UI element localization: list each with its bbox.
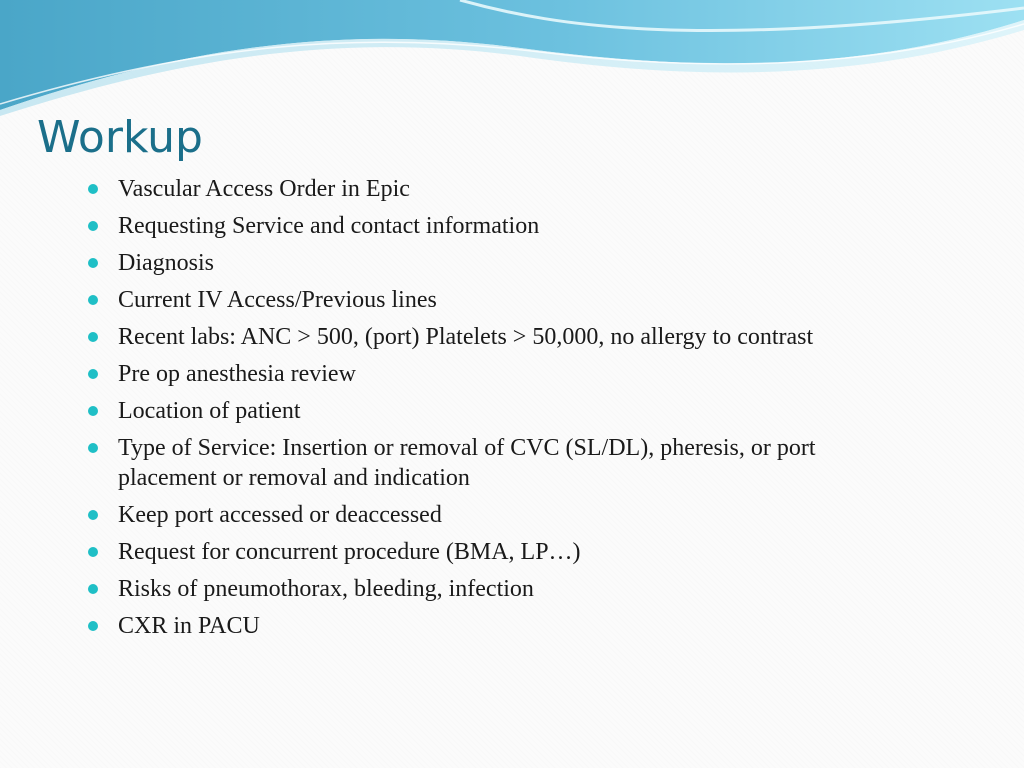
bullet-text: CXR in PACU bbox=[118, 613, 260, 639]
bullet-icon bbox=[88, 584, 98, 594]
slide-title: Workup bbox=[37, 112, 203, 163]
bullet-text: Requesting Service and contact information bbox=[118, 213, 540, 239]
bullet-icon bbox=[88, 221, 98, 231]
list-item bbox=[86, 396, 916, 426]
bullet-icon bbox=[88, 547, 98, 557]
list-item bbox=[86, 211, 916, 241]
bullet-text: Location of patient bbox=[118, 398, 301, 424]
list-item bbox=[86, 248, 916, 278]
list-item bbox=[86, 611, 916, 641]
bullet-text: Type of Service: Insertion or removal of CVC (SL/DL), pheresis, or port placement or removal and indication bbox=[118, 435, 816, 491]
bullet-text: Risks of pneumothorax, bleeding, infection bbox=[118, 576, 534, 602]
list-item bbox=[86, 359, 916, 389]
list-item bbox=[86, 322, 916, 352]
bullet-text: Request for concurrent procedure (BMA, LP…) bbox=[118, 539, 581, 565]
bullet-text: Current IV Access/Previous lines bbox=[118, 287, 437, 313]
bullet-text: Keep port accessed or deaccessed bbox=[118, 502, 442, 528]
list-item bbox=[86, 537, 916, 567]
bullet-icon bbox=[88, 258, 98, 268]
bullet-text: Diagnosis bbox=[118, 250, 214, 276]
bullet-text: Vascular Access Order in Epic bbox=[118, 176, 410, 202]
bullet-icon bbox=[88, 510, 98, 520]
bullet-icon bbox=[88, 621, 98, 631]
bullet-icon bbox=[88, 443, 98, 453]
bullet-icon bbox=[88, 184, 98, 194]
list-item bbox=[86, 174, 916, 204]
bullet-text: Pre op anesthesia review bbox=[118, 361, 356, 387]
bullet-icon bbox=[88, 369, 98, 379]
list-item bbox=[86, 574, 916, 604]
header-wave-decoration bbox=[0, 0, 1024, 120]
list-item bbox=[86, 500, 916, 530]
bullet-text: Recent labs: ANC > 500, (port) Platelets > 50,000, no allergy to contrast bbox=[118, 324, 814, 350]
bullet-list bbox=[86, 174, 916, 648]
list-item bbox=[86, 433, 916, 493]
bullet-icon bbox=[88, 295, 98, 305]
bullet-icon bbox=[88, 332, 98, 342]
bullet-icon bbox=[88, 406, 98, 416]
list-item bbox=[86, 285, 916, 315]
